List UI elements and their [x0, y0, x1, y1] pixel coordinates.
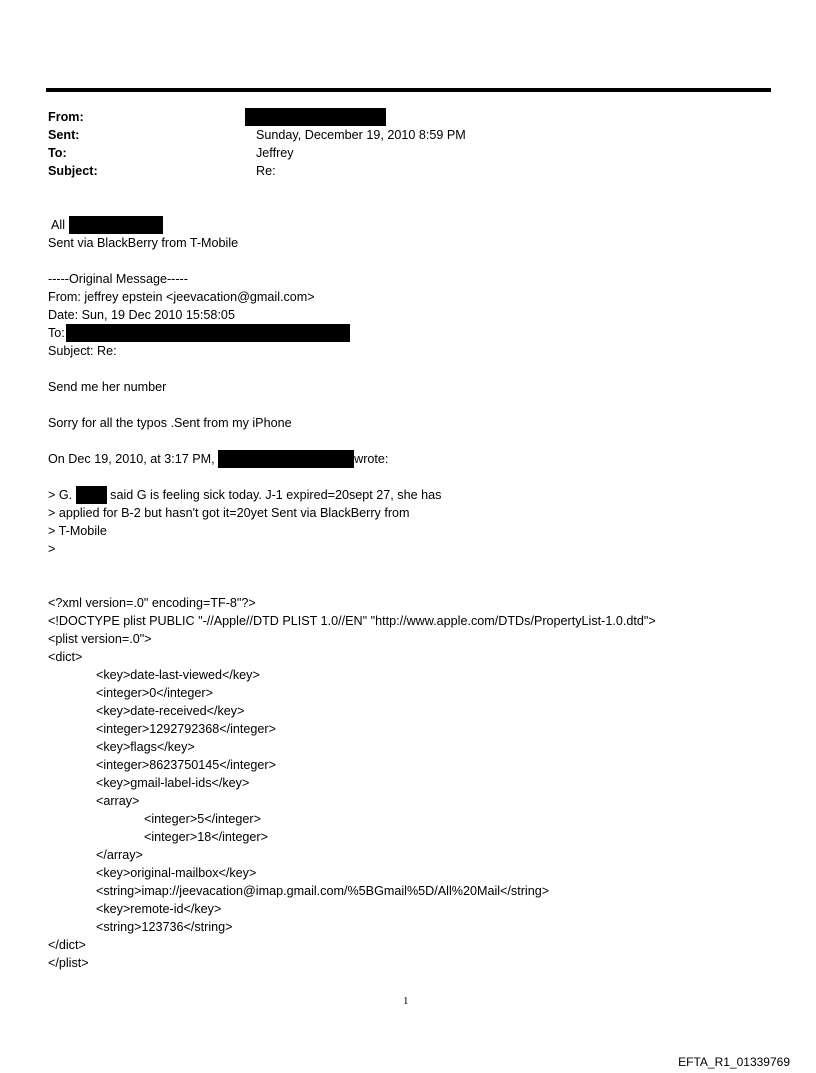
- sent-via: Sent via BlackBerry from T-Mobile: [48, 236, 239, 250]
- from-label: From:: [48, 110, 84, 124]
- document-id: EFTA_R1_01339769: [678, 1055, 790, 1069]
- to-label: To:: [48, 146, 67, 160]
- sent-label: Sent:: [48, 128, 80, 142]
- xml-line: <key>gmail-label-ids</key>: [96, 776, 250, 790]
- original-to: To:: [48, 324, 350, 342]
- xml-line: <plist version=.0">: [48, 632, 152, 646]
- xml-line: </plist>: [48, 956, 89, 970]
- xml-line: <key>original-mailbox</key>: [96, 866, 257, 880]
- xml-line: </dict>: [48, 938, 86, 952]
- original-from: From: jeffrey epstein <jeevacation@gmail.com>: [48, 290, 315, 304]
- header-rule: [46, 88, 771, 92]
- reply-line: [51, 216, 163, 234]
- original-date: Date: Sun, 19 Dec 2010 15:58:05: [48, 308, 235, 322]
- quote-line: > T-Mobile: [48, 524, 107, 538]
- quote-line: >: [48, 542, 56, 556]
- redaction-block: [69, 216, 163, 234]
- redaction-block: [76, 486, 107, 504]
- xml-line: <key>date-last-viewed</key>: [96, 668, 260, 682]
- xml-line: <string>imap://jeevacation@imap.gmail.com/%5BGmail%5D/All%20Mail</string>: [96, 884, 550, 898]
- from-redaction: [245, 108, 386, 126]
- xml-line: </array>: [96, 848, 143, 862]
- to-value: Jeffrey: [256, 146, 294, 160]
- body-send-number: Send me her number: [48, 380, 167, 394]
- redaction-block: [66, 324, 350, 342]
- original-subject: Subject: Re:: [48, 344, 117, 358]
- original-message-marker: -----Original Message-----: [48, 272, 188, 286]
- xml-line: <integer>5</integer>: [144, 812, 261, 826]
- body-typos-signature: Sorry for all the typos .Sent from my iPhone: [48, 416, 292, 430]
- xml-line: <string>123736</string>: [96, 920, 233, 934]
- xml-line: <array>: [96, 794, 140, 808]
- subject-value: Re:: [256, 164, 276, 178]
- sent-value: Sunday, December 19, 2010 8:59 PM: [256, 128, 466, 142]
- xml-line: <dict>: [48, 650, 83, 664]
- wrote-line: On Dec 19, 2010, at 3:17 PM, wrote:: [48, 452, 389, 466]
- redaction-block: [218, 450, 354, 468]
- page-number: 1: [403, 995, 409, 1007]
- quote-line: > applied for B-2 but hasn't got it=20yet Sent via BlackBerry from: [48, 506, 410, 520]
- xml-line: <!DOCTYPE plist PUBLIC "-//Apple//DTD PLIST 1.0//EN" "http://www.apple.com/DTDs/PropertyList-1.0.dtd">: [48, 614, 656, 628]
- xml-line: <key>remote-id</key>: [96, 902, 222, 916]
- quote-line: > G. said G is feeling sick today. J-1 expired=20sept 27, she has: [48, 488, 442, 502]
- xml-line: <?xml version=.0" encoding=TF-8"?>: [48, 596, 256, 610]
- xml-line: <key>flags</key>: [96, 740, 195, 754]
- xml-line: <key>date-received</key>: [96, 704, 245, 718]
- xml-line: <integer>1292792368</integer>: [96, 722, 276, 736]
- xml-line: <integer>8623750145</integer>: [96, 758, 276, 772]
- subject-label: Subject:: [48, 164, 98, 178]
- xml-line: <integer>18</integer>: [144, 830, 268, 844]
- xml-line: <integer>0</integer>: [96, 686, 213, 700]
- reply-prefix: All: [51, 218, 65, 232]
